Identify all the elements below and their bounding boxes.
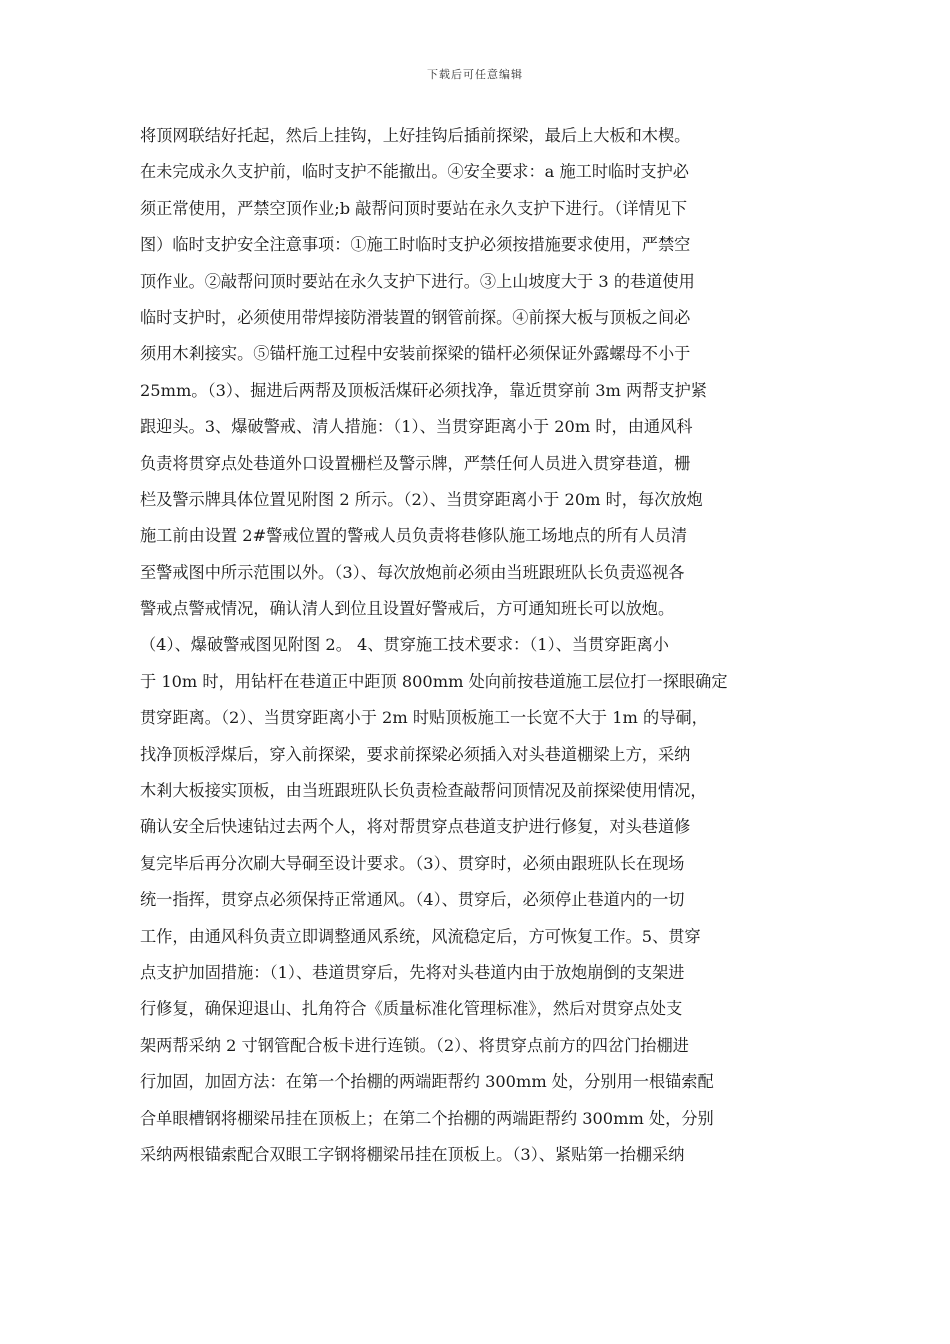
text-line: 图）临时支护安全注意事项：①施工时临时支护必须按措施要求使用，严禁空 [140, 235, 691, 255]
text-line: 于 10m 时，用钻杆在巷道正中距顶 800mm 处向前按巷道施工层位打一探眼确定 [140, 671, 728, 691]
text-line: 栏及警示牌具体位置见附图 2 所示。（2）、当贯穿距离小于 20m 时，每次放炮 [140, 489, 703, 509]
page-header: 下载后可任意编辑 [427, 68, 523, 81]
text-line: 架两帮采纳 2 寸钢管配合板卡进行连锁。（2）、将贯穿点前方的四岔门抬棚进 [140, 1035, 689, 1055]
text-line: 合单眼槽钢将棚梁吊挂在顶板上；在第二个抬棚的两端距帮约 300mm 处，分别 [140, 1108, 714, 1128]
text-line: 统一指挥，贯穿点必须保持正常通风。（4）、贯穿后，必须停止巷道内的一切 [140, 890, 685, 910]
text-line: 点支护加固措施：（1）、巷道贯穿后，先将对头巷道内由于放炮崩倒的支架进 [140, 962, 685, 982]
text-line: 采纳两根锚索配合双眼工字钢将棚梁吊挂在顶板上。（3）、紧贴第一抬棚采纳 [140, 1144, 685, 1164]
text-line: 确认安全后快速钻过去两个人，将对帮贯穿点巷道支护进行修复，对头巷道修 [140, 817, 691, 837]
text-line: 行加固，加固方法：在第一个抬棚的两端距帮约 300mm 处，分别用一根锚索配 [140, 1072, 714, 1092]
text-line: 施工前由设置 2#警戒位置的警戒人员负责将巷修队施工场地点的所有人员清 [140, 526, 688, 546]
text-line: 顶作业。②敲帮问顶时要站在永久支护下进行。③上山坡度大于 3 的巷道使用 [140, 271, 695, 291]
text-line: 工作，由通风科负责立即调整通风系统，风流稳定后，方可恢复工作。5、贯穿 [140, 926, 701, 946]
text-line: 须正常使用，严禁空顶作业;b 敲帮问顶时要站在永久支护下进行。（详情见下 [140, 198, 688, 218]
body-text [140, 124, 815, 1179]
text-line: 行修复，确保迎退山、扎角符合《质量标准化管理标准》，然后对贯穿点处支 [140, 999, 683, 1019]
text-line: 找净顶板浮煤后，穿入前探梁，要求前探梁必须插入对头巷道棚梁上方，采纳 [140, 744, 691, 764]
text-line: 复完毕后再分次刷大导硐至设计要求。（3）、贯穿时，必须由跟班队长在现场 [140, 853, 685, 873]
text-line: 25mm。（3）、掘进后两帮及顶板活煤矸必须找净，靠近贯穿前 3m 两帮支护紧 [140, 380, 707, 400]
text-line: 在未完成永久支护前，临时支护不能撤出。④安全要求：a 施工时临时支护必 [140, 162, 689, 182]
text-line: 木剎大板接实顶板，由当班跟班队长负责检查敲帮问顶情况及前探梁使用情况， [140, 781, 707, 801]
text-line: 跟迎头。3、爆破警戒、清人措施：（1）、当贯穿距离小于 20m 时，由通风科 [140, 417, 693, 437]
text-line: （4）、爆破警戒图见附图 2。 4、贯穿施工技术要求：（1）、当贯穿距离小 [140, 635, 669, 655]
text-line: 警戒点警戒情况，确认清人到位且设置好警戒后，方可通知班长可以放炮。 [140, 599, 675, 619]
text-line: 临时支护时，必须使用带焊接防滑装置的钢管前探。④前探大板与顶板之间必 [140, 307, 691, 327]
text-line: 将顶网联结好托起，然后上挂钩，上好挂钩后插前探梁，最后上大板和木楔。 [140, 126, 691, 145]
text-line: 至警戒图中所示范围以外。（3）、每次放炮前必须由当班跟班队长负责巡视各 [140, 562, 685, 582]
text-line: 须用木剎接实。⑤锚杆施工过程中安装前探梁的锚杆必须保证外露螺母不小于 [140, 344, 691, 364]
text-line: 贯穿距离。（2）、当贯穿距离小于 2m 时贴顶板施工一长宽不大于 1m 的导硐， [140, 708, 708, 728]
text-line: 负责将贯穿点处巷道外口设置栅栏及警示牌，严禁任何人员进入贯穿巷道，栅 [140, 453, 691, 473]
